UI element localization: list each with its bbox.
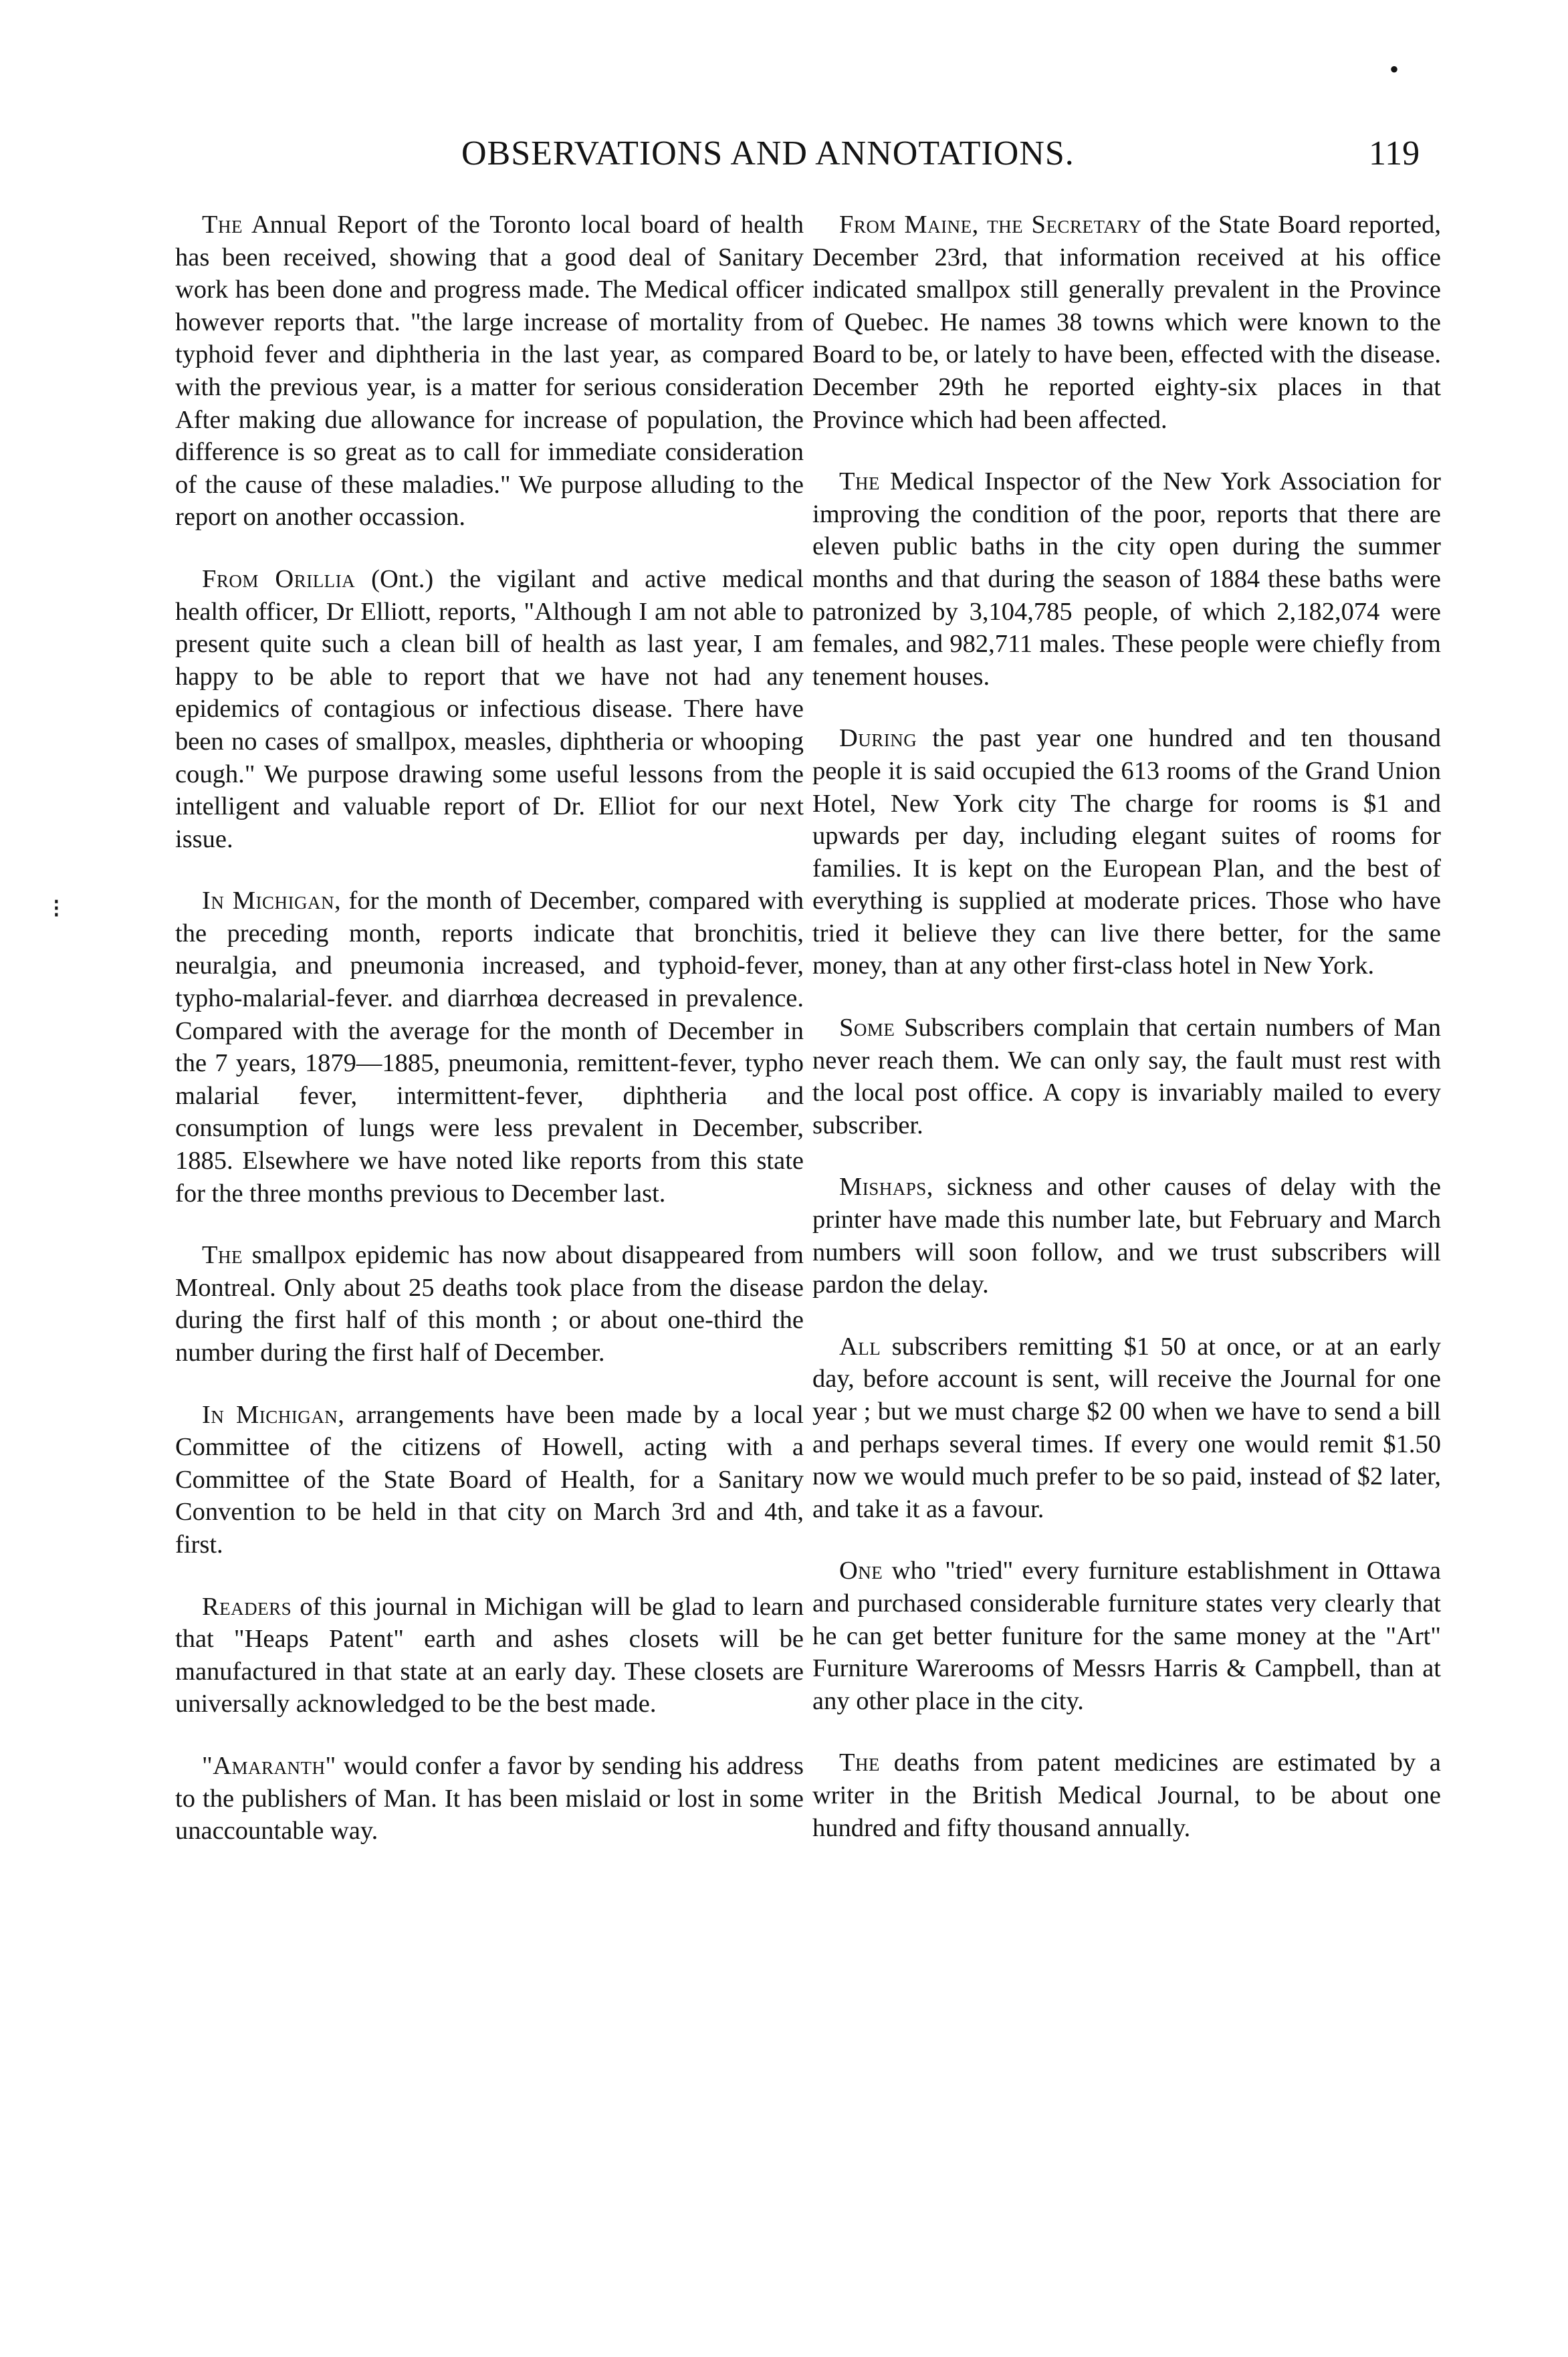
paragraph-text: subscribers remitting $1 50 at once, or at an early day, before account is sent, will receive the Journal for one year ; but we must charge $2 00 when we have to send a bill and perhaps several times. If every one would remit $1.50 now we would much prefer to be so paid, instead of $2 later, and take it as a favour. [812,1332,1441,1523]
paragraph-lead: "Amaranth" [202,1751,336,1780]
paragraph-toronto-report [175,209,804,534]
paragraph-lead: The [839,467,881,496]
paragraph-text: Annual Report of the Toronto local board of health has been received, showing that a good deal of Sanitary work has been done and progress made. The Medical officer however reports that. "the large increase of mortality from typhoid fever and diphtheria in the last year, as compared with the previous year, is a matter for serious consideration After making due allowance for increase of population, the difference is so great as to call for immediate consideration of the cause of these maladies." We purpose alluding to the report on another occassion. [175,211,804,532]
paragraph-text: , arrangements have been made by a local Committee of the citizens of Howell, acting with a Committee of the State Board of Health, for a Sanitary Convention to be held in that city on March 3rd and 4th, first. [175,1400,804,1559]
paragraph-lead: One [839,1557,883,1585]
paragraph-patent-medicines [812,1747,1441,1844]
paragraph-remittance [812,1331,1441,1526]
paragraph-text: of the State Board reported, December 23rd, that information received at his office indicated smallpox still generally prevalent in the Province of Quebec. He names 38 towns which were known to the Board to be, or lately to have been, effected with the disease. December 29th he reported eighty-six places in that Province which had been affected. [812,211,1441,434]
paragraph-amaranth [175,1750,804,1847]
paragraph-text: Medical Inspector of the New York Association for improving the condition of the poor, reports that there are eleven public baths in the city open during the summer months and that during the season of 1884 these baths were patronized by 3,104,785 people, of which 2,182,074 were females, and 982,711 males. These people were chiefly from tenement houses. [812,467,1441,691]
paragraph-montreal-smallpox [175,1239,804,1369]
paragraph-lead: Some [839,1014,895,1042]
page-number: 119 [1369,134,1420,173]
paragraph-text: Subscribers complain that certain numbers of Man never reach them. We can only say, the fault must rest with the local post office. A copy is invariably mailed to every subscriber. [812,1014,1441,1139]
running-title: OBSERVATIONS AND ANNOTATIONS. [461,134,1075,173]
paragraph-maine [812,209,1441,436]
paragraph-lead: During [839,724,917,753]
paragraph-grand-union-hotel [812,722,1441,982]
paragraph-heaps-patent [175,1591,804,1720]
paragraph-lead: From Orillia [202,564,356,593]
right-column [812,209,1441,1874]
paragraph-subscribers-complain [812,1012,1441,1141]
paragraph-lead: The [202,1241,243,1270]
page-header [0,134,1568,194]
paragraph-furniture [812,1555,1441,1717]
paragraph-michigan-december [175,885,804,1210]
paragraph-orillia [175,563,804,855]
paragraph-text: smallpox epidemic has now about disappeared from Montreal. Only about 25 deaths took place from the disease during the first half of this month ; or about one-third the number during the first half of December. [175,1241,804,1367]
paragraph-text: of this journal in Michigan will be glad to learn that "Heaps Patent" earth and ashes closets will be manufactured in that state at an early day. These closets are universally acknowledged to be the best made. [175,1592,804,1718]
paragraph-text: deaths from patent medicines are estimated by a writer in the British Medical Journal, to be about one hundred and fifty thousand annually. [812,1749,1441,1842]
paragraph-text: who "tried" every furniture establishment in Ottawa and purchased considerable furniture states very clearly that he can get better funiture for the same money at the "Art" Furniture Warerooms of Messrs Harris & Campbell, than at any other place in the city. [812,1557,1441,1715]
paragraph-lead: The [839,1749,881,1777]
paragraph-mishaps [812,1171,1441,1301]
paragraph-lead: The [202,211,243,239]
paragraph-text: the past year one hundred and ten thousand people it is said occupied the 613 rooms of the Grand Union Hotel, New York city The charge for rooms is $1 and upwards per day, including elegant suites of rooms for families. It is kept on the European Plan, and the best of everything is supplied at moderate prices. Those who have tried it believe they can live there better, for the same money, than at any other first-class hotel in New York. [812,724,1441,980]
left-column [175,209,804,1877]
stray-mark: • [1389,54,1399,84]
paragraph-text: , for the month of December, compared with the preceding month, reports indicate that bronchitis, neuralgia, and pneumonia increased, and typhoid-fever, typho-malarial-fever. and diarrhœa decreased in prevalence. Compared with the average for the month of December in the 7 years, 1879—1885, pneumonia, remittent-fever, typho malarial fever, intermittent-fever, diphtheria and consumption of lungs were less prevalent in December, 1885. Elsewhere we have noted like reports from this state for the three months previous to December last. [175,887,804,1208]
paragraph-text: (Ont.) the vigilant and active medical health officer, Dr Elliott, reports, "Although I am not able to present quite such a clean bill of health as last year, I am happy to be able to report that we have not had any epidemics of contagious or infectious disease. There have been no cases of smallpox, measles, diphtheria or whooping cough." We purpose drawing some useful lessons from the intelligent and valuable report of Dr. Elliot for our next issue. [175,564,804,853]
paragraph-public-baths [812,465,1441,693]
stray-mark: ⁝ [52,893,61,923]
paragraph-lead: Mishaps [839,1173,927,1202]
paragraph-text: , sickness and other causes of delay with the printer have made this number late, but February and March numbers will soon follow, and we trust subscribers will pardon the delay. [812,1173,1441,1299]
paragraph-lead: In Michigan [202,1400,338,1429]
paragraph-text: would confer a favor by sending his address to the publishers of Man. It has been mislaid or lost in some unaccountable way. [175,1751,804,1845]
paragraph-howell-convention [175,1399,804,1561]
paragraph-lead: All [839,1332,881,1361]
paragraph-lead: In Michigan [202,887,334,915]
paragraph-lead: From Maine, the Secretary [839,211,1142,239]
paragraph-lead: Readers [202,1592,292,1621]
